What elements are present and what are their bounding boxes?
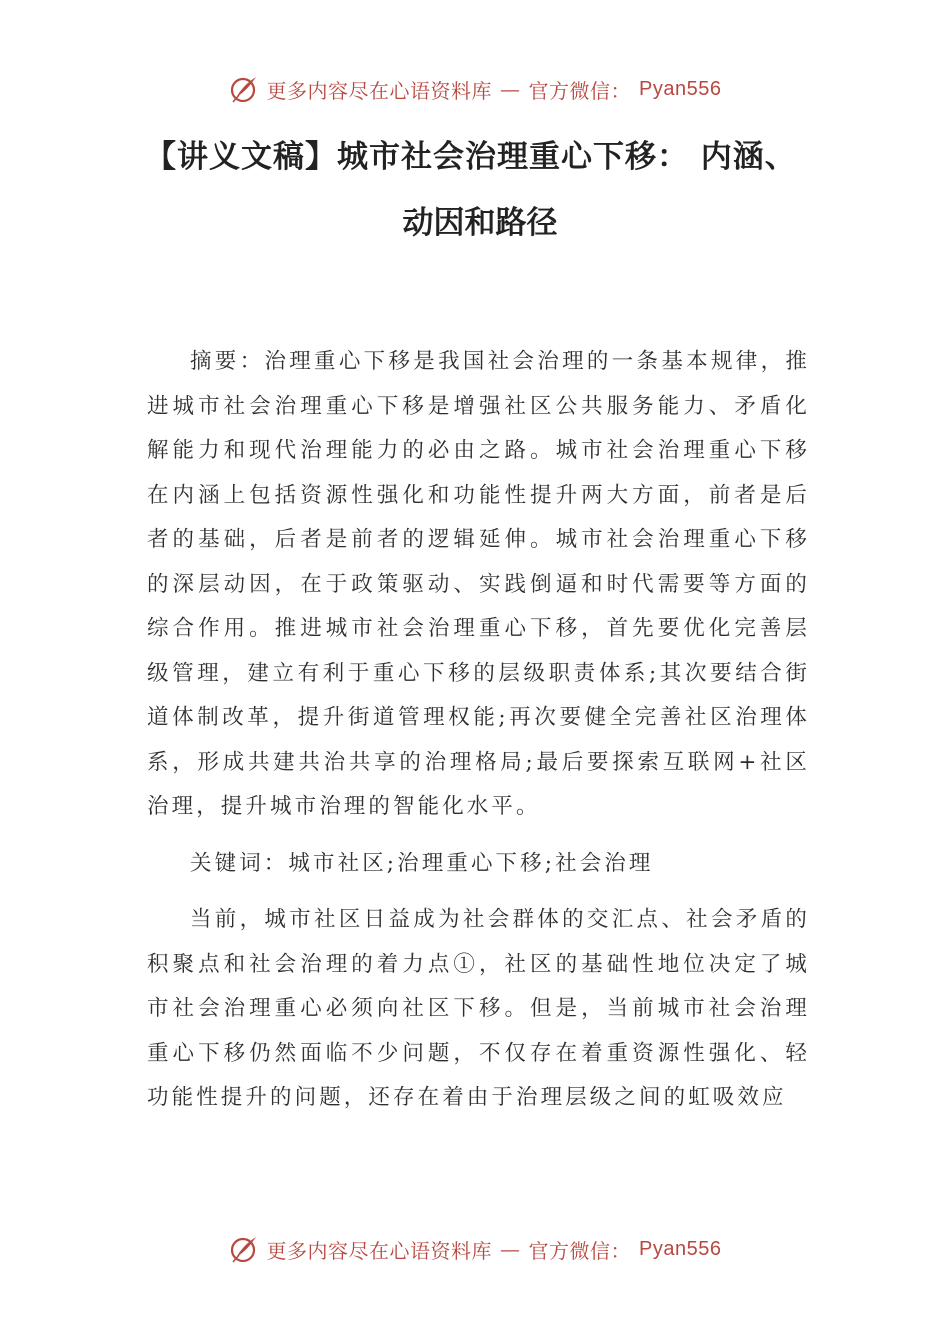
- quill-logo-icon: [229, 74, 259, 104]
- body-paragraph: 当前，城市社区日益成为社会群体的交汇点、社会矛盾的积聚点和社会治理的着力点①，社区的基础性地位决定了城市社会治理重心必须向社区下移。但是，当前城市社会治理重心下移仍然面临不少问题，不仅存在着重资源性强化、轻功能性提升的问题，还存在着由于治理层级之间的虹吸效应: [147, 907, 810, 1110]
- header-banner: [0, 74, 950, 104]
- document-title: [140, 124, 820, 256]
- banner-separator: —: [500, 77, 521, 101]
- title-line-2: 动因和路径: [402, 205, 558, 241]
- banner-wechat-label: 官方微信：: [528, 78, 632, 103]
- banner-site-name: 更多内容尽在心语资料库: [266, 78, 493, 103]
- banner-site-name: 更多内容尽在心语资料库: [266, 1238, 493, 1263]
- banner-wechat-id: Pyan556: [639, 1237, 722, 1260]
- abstract-paragraph: 摘要：治理重心下移是我国社会治理的一条基本规律，推进城市社会治理重心下移是增强社区公共服务能力、矛盾化解能力和现代治理能力的必由之路。城市社会治理重心下移在内涵上包括资源性强化和功能性提升两大方面，前者是后者的基础，后者是前者的逻辑延伸。城市社会治理重心下移的深层动因，在于政策驱动、实践倒逼和时代需要等方面的综合作用。推进城市社会治理重心下移，首先要优化完善层级管理，建立有利于重心下移的层级职责体系;其次要结合街道体制改革，提升街道管理权能;再次要健全完善社区治理体系，形成共建共治共享的治理格局;最后要探索互联网+社区治理，提升城市治理的智能化水平。: [147, 349, 810, 819]
- document-body: [147, 340, 810, 1121]
- quill-logo-icon: [229, 1234, 259, 1264]
- banner-separator: —: [500, 1237, 521, 1261]
- banner-wechat-id: Pyan556: [639, 77, 722, 100]
- title-line-1: 【讲义文稿】城市社会治理重心下移： 内涵、: [145, 139, 797, 175]
- banner-wechat-label: 官方微信：: [528, 1238, 632, 1263]
- footer-banner: [0, 1234, 950, 1264]
- keywords-paragraph: 关键词：城市社区;治理重心下移;社会治理: [190, 850, 654, 876]
